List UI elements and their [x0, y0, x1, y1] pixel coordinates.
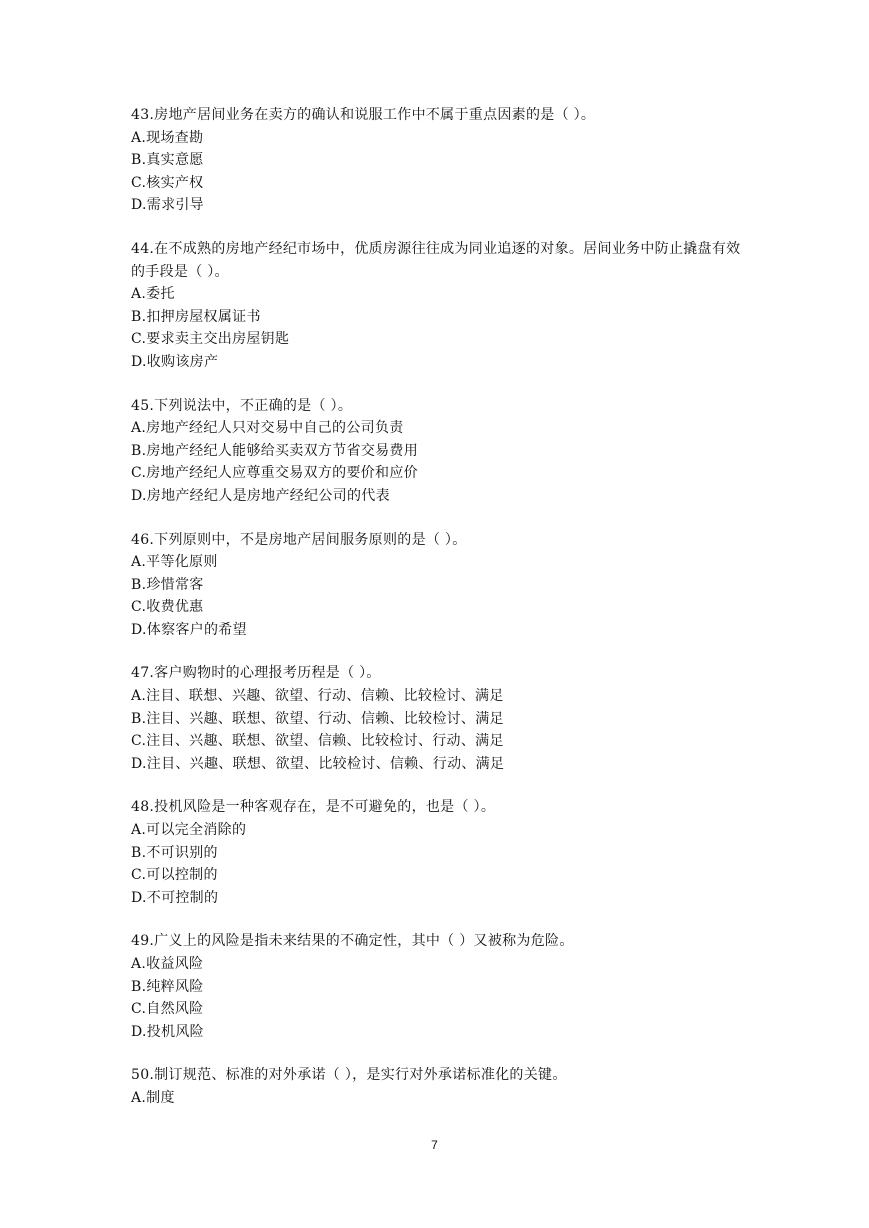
option-d: D.体察客户的希望 [131, 621, 247, 638]
option-c: C.注目、兴趣、联想、欲望、信赖、比较检讨、行动、满足 [131, 733, 504, 750]
question-list [131, 104, 751, 1131]
option-b: B.房地产经纪人能够给买卖双方节省交易费用 [131, 442, 419, 459]
option-d: D.房地产经纪人是房地产经纪公司的代表 [131, 487, 390, 504]
question-stem: 45.下列说法中，不正确的是（ ）。 [131, 397, 353, 414]
question-44 [131, 238, 751, 374]
option-c: C.可以控制的 [131, 867, 218, 884]
question-stem: 46.下列原则中，不是房地产居间服务原则的是（ ）。 [131, 531, 467, 548]
option-c: C.自然风险 [131, 1001, 204, 1018]
option-d: D.需求引导 [131, 197, 204, 214]
page-number: 7 [431, 1138, 438, 1152]
question-stem: 49.广义上的风险是指未来结果的不确定性，其中（ ）又被称为危险。 [131, 933, 574, 950]
option-c: C.房地产经纪人应尊重交易双方的要价和应价 [131, 465, 418, 482]
option-a: A.注目、联想、兴趣、欲望、行动、信赖、比较检讨、满足 [131, 688, 504, 705]
option-a: A.委托 [131, 286, 175, 303]
option-d: D.收购该房产 [131, 353, 219, 370]
question-45 [131, 395, 751, 508]
option-b: B.注目、兴趣、联想、欲望、行动、信赖、比较检讨、满足 [131, 710, 504, 727]
question-stem: 48.投机风险是一种客观存在，是不可避免的，也是（ ）。 [131, 799, 496, 816]
option-a: A.现场查勘 [131, 129, 204, 146]
option-a: A.收益风险 [131, 956, 204, 972]
option-b: B.真实意愿 [131, 152, 204, 169]
question-stem: 44.在不成熟的房地产经纪市场中，优质房源往往成为同业追逐的对象。居间业务中防止撬盘有效的手段是（ ）。 [131, 240, 741, 280]
question-46 [131, 529, 751, 642]
option-a: A.平等化原则 [131, 554, 218, 571]
option-a: A.可以完全消除的 [131, 822, 247, 839]
option-c: C.核实产权 [131, 174, 204, 191]
question-49 [131, 930, 751, 1043]
question-stem: 47.客户购物时的心理报考历程是（ ）。 [131, 665, 381, 682]
option-d: D.注目、兴趣、联想、欲望、比较检讨、信赖、行动、满足 [131, 755, 505, 772]
option-b: B.珍惜常客 [131, 576, 204, 593]
option-d: D.不可控制的 [131, 889, 219, 906]
option-a: A.制度 [131, 1089, 175, 1106]
option-c: C.要求卖主交出房屋钥匙 [131, 331, 290, 348]
question-stem: 43.房地产居间业务在卖方的确认和说服工作中不属于重点因素的是（ ）。 [131, 107, 596, 123]
question-43 [131, 104, 751, 217]
question-48 [131, 796, 751, 909]
option-a: A.房地产经纪人只对交易中自己的公司负责 [131, 420, 404, 437]
question-47 [131, 662, 751, 775]
question-50 [131, 1064, 751, 1109]
option-b: B.扣押房屋权属证书 [131, 308, 261, 325]
option-b: B.不可识别的 [131, 844, 218, 861]
option-d: D.投机风险 [131, 1023, 204, 1040]
option-b: B.纯粹风险 [131, 978, 204, 995]
question-stem: 50.制订规范、标准的对外承诺（ ），是实行对外承诺标准化的关键。 [131, 1067, 567, 1084]
option-c: C.收费优惠 [131, 599, 204, 616]
